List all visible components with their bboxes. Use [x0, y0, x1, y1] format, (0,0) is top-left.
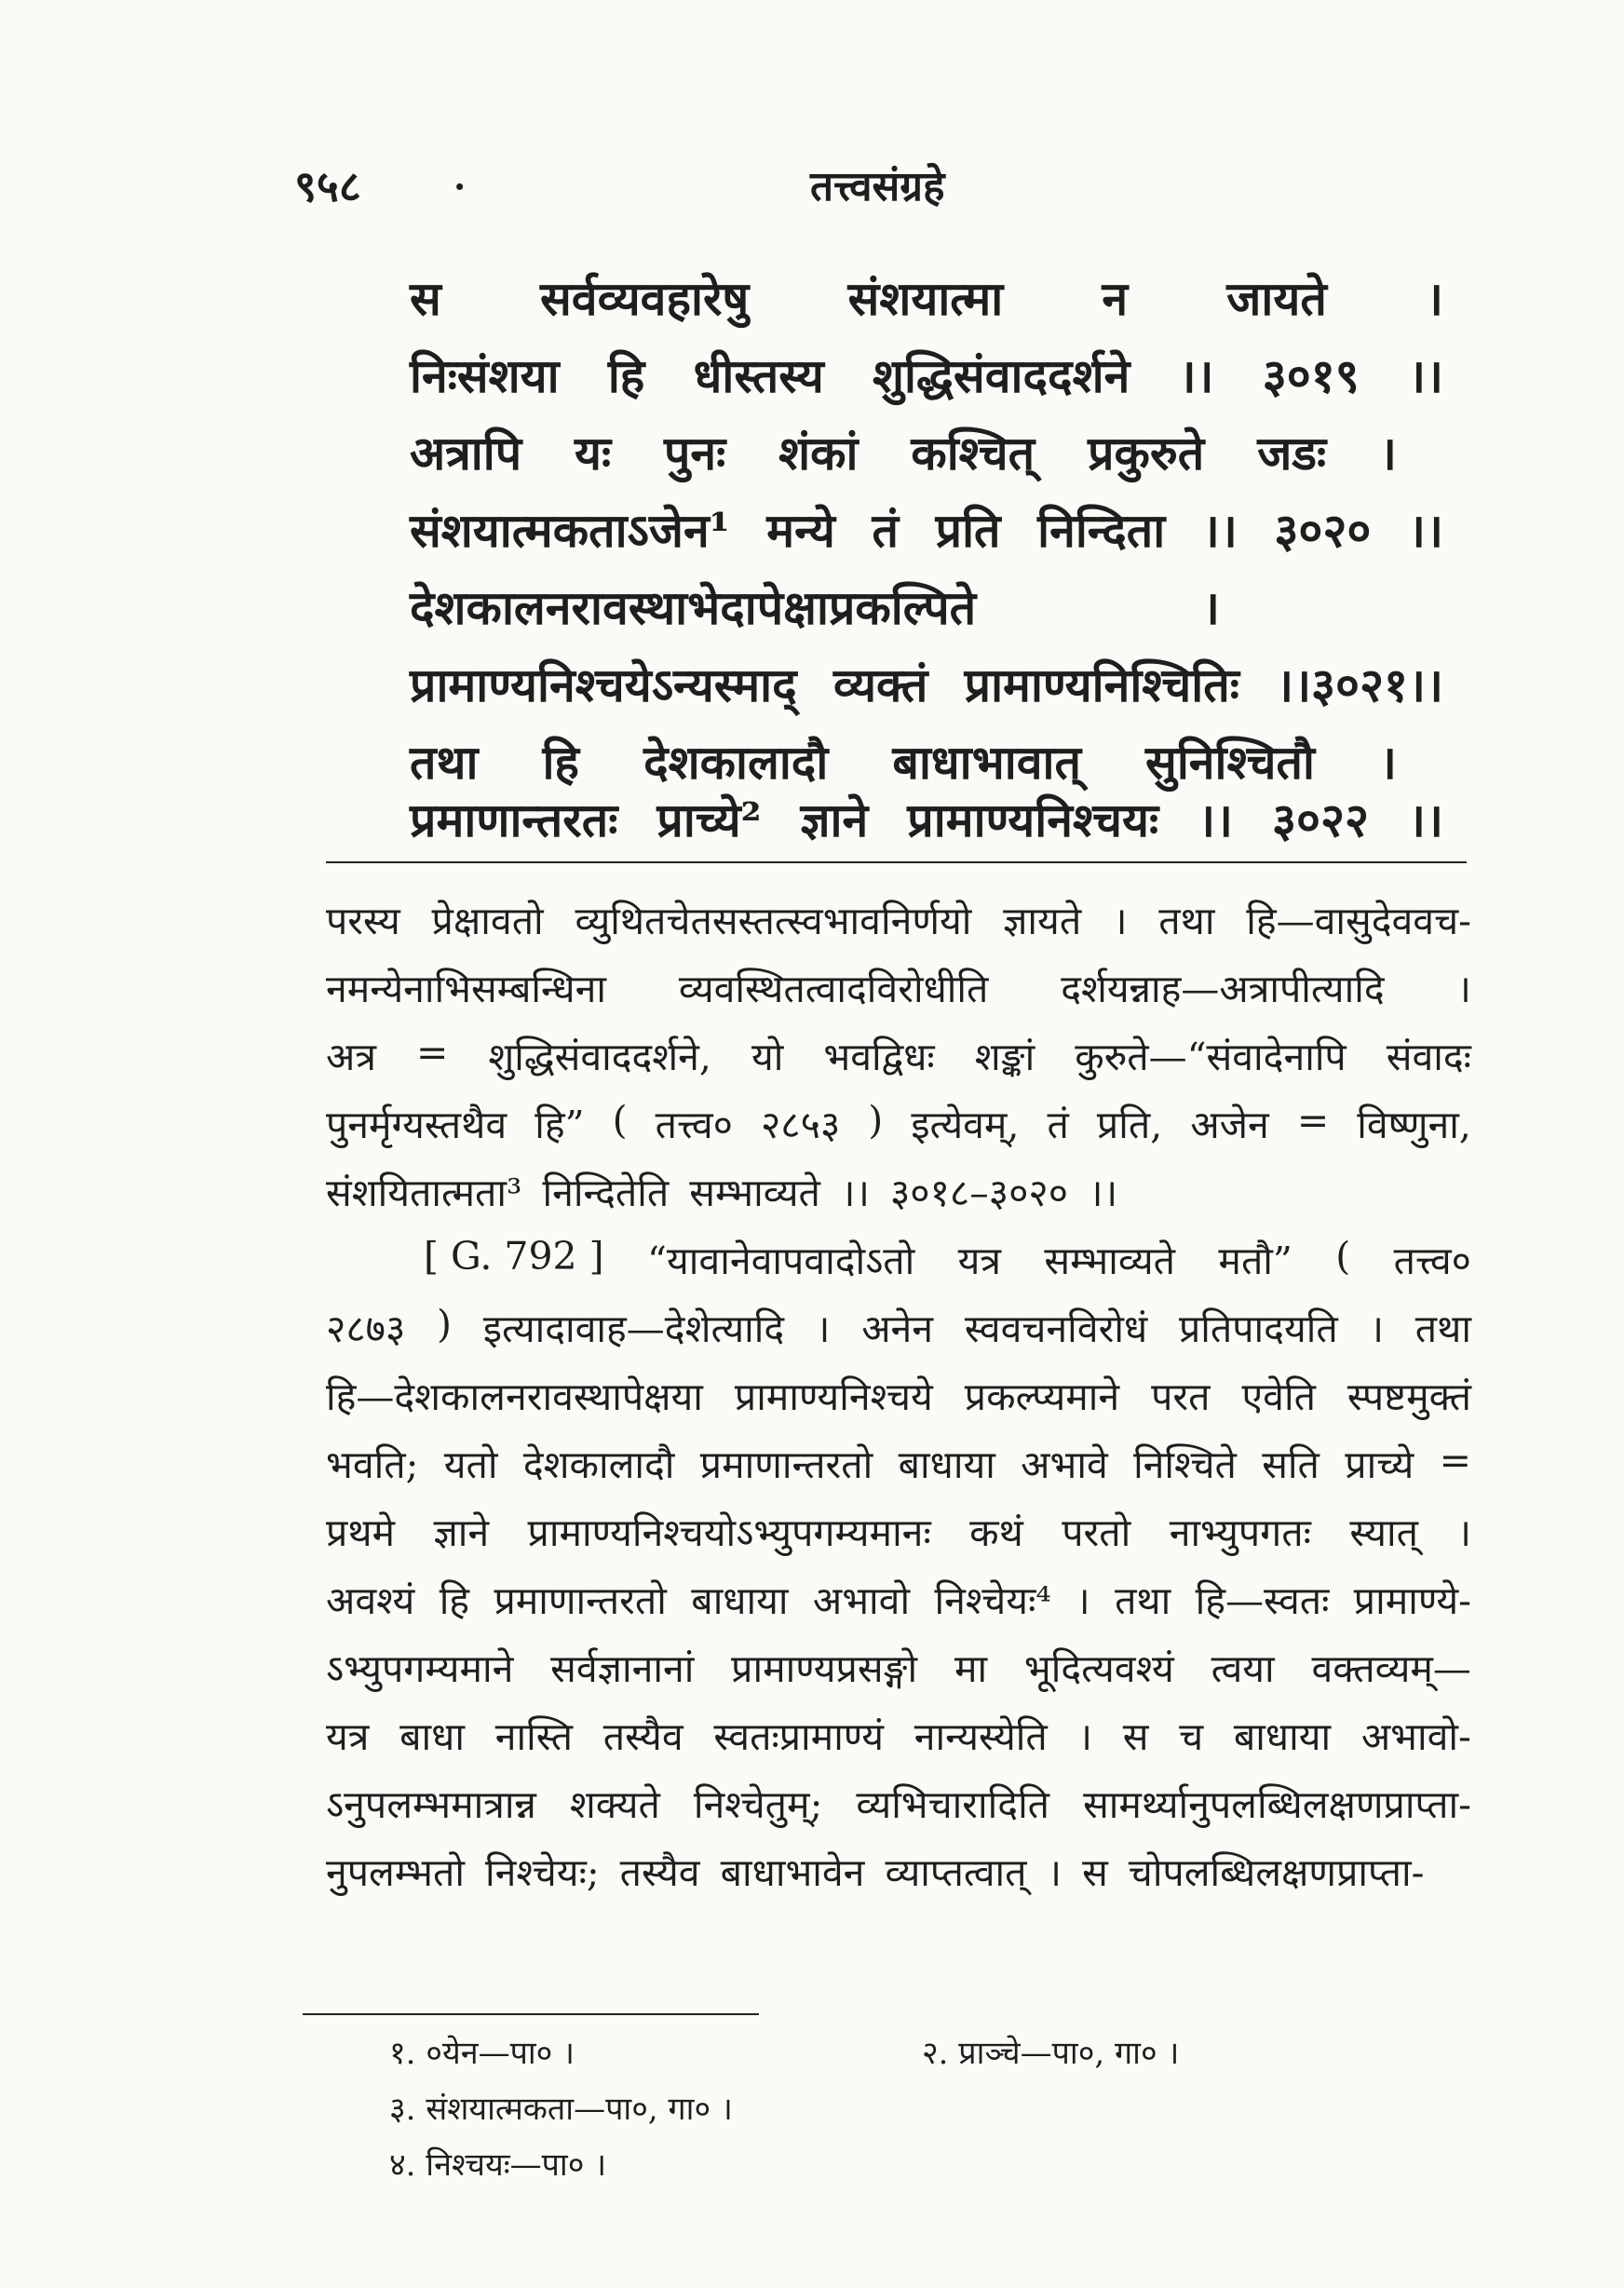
- verse-line: [410, 497, 1443, 561]
- word: स: [1122, 1714, 1149, 1759]
- word: तस्यैव: [602, 1714, 683, 1759]
- word: जडः: [1257, 426, 1327, 481]
- word: निन्दिता: [1037, 503, 1166, 558]
- word: (: [1335, 1234, 1351, 1279]
- word: अनेन: [861, 1306, 934, 1351]
- page-number: ९५८: [294, 161, 361, 211]
- word: ।: [1379, 426, 1397, 481]
- word: [ G. 792 ]: [424, 1234, 604, 1279]
- word: प्रामाण्यनिश्चयः: [907, 792, 1159, 847]
- word: हि: [542, 735, 579, 790]
- word: नास्ति: [494, 1714, 574, 1759]
- word: कश्चित्: [911, 426, 1035, 481]
- word: नमन्येनाभिसम्बन्धिना: [326, 967, 606, 1011]
- word: मतौ”: [1218, 1239, 1292, 1283]
- word: ।: [1047, 1850, 1062, 1895]
- word: देशकालनरावस्थाभेदापेक्षाप्रकल्पिते: [410, 580, 977, 635]
- word: ३०२२: [1272, 792, 1370, 847]
- word: सुनिश्चितौ: [1145, 735, 1315, 790]
- word: ।: [1379, 735, 1397, 790]
- word: ३०१८–३०२०: [889, 1171, 1069, 1215]
- word: ।: [815, 1306, 831, 1351]
- word: हि: [607, 348, 645, 403]
- commentary-line: [326, 1642, 1471, 1694]
- word: ): [868, 1098, 884, 1143]
- word: तस्यैव: [619, 1850, 700, 1895]
- word: अभावो-: [1360, 1714, 1471, 1759]
- word: ।।: [1201, 503, 1238, 558]
- header-separator: ·: [453, 166, 467, 208]
- commentary-line: [326, 962, 1471, 1014]
- verse-line: [410, 787, 1443, 850]
- word: त्वया: [1211, 1646, 1275, 1691]
- word: तथा: [410, 735, 479, 790]
- verse-line: [410, 729, 1397, 792]
- word: हि—स्वतः: [1195, 1578, 1330, 1623]
- commentary-line: [326, 1030, 1471, 1082]
- word: बाधाभावात्: [892, 735, 1081, 790]
- word: हि—वासुदेववच-: [1246, 899, 1471, 943]
- word: पुनर्मृग्यस्तथैव: [326, 1103, 508, 1147]
- verse-line: [410, 265, 1443, 329]
- commentary-line: [326, 1166, 1471, 1218]
- footnote-divider: [303, 2013, 759, 2015]
- word: प्रति: [935, 503, 1001, 558]
- word: निश्चेयः;: [484, 1850, 600, 1895]
- word: प्रामाण्यनिश्चयोऽभ्युपगम्यमानः: [527, 1510, 931, 1555]
- word: शुद्धिसंवाददर्शने: [873, 348, 1130, 403]
- word: यतो: [443, 1442, 498, 1487]
- word: मन्ये: [766, 503, 835, 558]
- word: सति: [1262, 1442, 1320, 1487]
- word: इत्यादावाह—देशेत्यादि: [482, 1306, 785, 1351]
- word: प्रामाण्यनिश्चयेऽन्यस्माद्: [410, 657, 797, 712]
- commentary-line: [326, 1438, 1471, 1490]
- word: स्पष्टमुक्तं: [1347, 1374, 1471, 1419]
- word: तथा: [1158, 899, 1215, 943]
- word: प्रामाण्यनिश्चितिः: [964, 657, 1239, 712]
- word: हि—देशकालनरावस्थापेक्षया: [326, 1374, 703, 1419]
- word: धीस्तस्य: [693, 348, 824, 403]
- word: अजेन: [1190, 1103, 1269, 1147]
- word: स: [410, 271, 441, 326]
- word: देशकालादौ: [643, 735, 829, 790]
- word: च: [1179, 1714, 1204, 1759]
- word: ।: [1456, 1510, 1471, 1555]
- word: विष्णुना,: [1357, 1103, 1471, 1147]
- word: नान्यस्येति: [914, 1714, 1048, 1759]
- word: शुद्धिसंवाददर्शने,: [488, 1035, 711, 1079]
- word: चोपलब्धिलक्षणप्राप्ता-: [1128, 1850, 1425, 1895]
- word: प्रति,: [1096, 1103, 1163, 1147]
- word: एवेति: [1241, 1374, 1316, 1419]
- word: सम्भाव्यते: [689, 1171, 820, 1215]
- word: ): [437, 1302, 453, 1347]
- word: ।: [1202, 580, 1220, 635]
- word: ज्ञाने: [433, 1510, 490, 1555]
- verse-line: [410, 652, 1443, 715]
- commentary-line: [326, 1506, 1471, 1558]
- word: २८५३: [760, 1103, 841, 1147]
- commentary-line: [424, 1234, 1471, 1286]
- word: सम्भाव्यते: [1044, 1239, 1176, 1283]
- word: प्रतिपादयति: [1178, 1306, 1338, 1351]
- word: यः: [574, 426, 612, 481]
- word: प्रथमे: [326, 1510, 396, 1555]
- word: शक्यते: [569, 1782, 660, 1827]
- word: स्ववचनविरोधं: [964, 1306, 1148, 1351]
- word: पुनः: [663, 426, 726, 481]
- word: ऽभ्युपगम्यमाने: [326, 1646, 514, 1691]
- word: इत्येवम्,: [911, 1103, 1020, 1147]
- commentary-line: [326, 1098, 1471, 1150]
- word: ।।: [1408, 503, 1443, 558]
- word: व्युथितचेतसस्तत्स्वभावनिर्णयो: [575, 899, 972, 943]
- word: नाभ्युपगतः: [1169, 1510, 1311, 1555]
- footnote: २. प्राञ्चे—पा०, गा० ।: [922, 2035, 1180, 2072]
- word: व्याप्तत्वात्: [885, 1850, 1027, 1895]
- word: ।: [1112, 899, 1128, 943]
- word: निश्चेयः⁴: [934, 1578, 1051, 1623]
- word: प्रेक्षावतो: [431, 899, 544, 943]
- word: परस्य: [326, 899, 400, 943]
- footnote: ४. निश्चयः—पा० ।: [389, 2146, 607, 2184]
- word: अवश्यं: [326, 1578, 415, 1623]
- word: निश्चेतुम्;: [693, 1782, 823, 1827]
- word: अभावो: [812, 1578, 911, 1623]
- word: प्राच्ये²: [656, 792, 762, 847]
- word: “यावानेवापवादोऽतो: [647, 1239, 915, 1283]
- word: =: [1296, 1098, 1330, 1143]
- word: =: [415, 1030, 449, 1075]
- word: ।।: [1178, 348, 1214, 403]
- word: भवति;: [326, 1442, 419, 1487]
- verse-line: [410, 343, 1443, 406]
- word: परत: [1151, 1374, 1211, 1419]
- word: यत्र: [957, 1239, 1002, 1283]
- commentary-line: [326, 1778, 1471, 1830]
- word: बाधा: [399, 1714, 465, 1759]
- word: अत्रापि: [410, 426, 522, 481]
- word: ।: [1076, 1578, 1090, 1623]
- word: वक्तव्यम्—: [1311, 1646, 1471, 1691]
- word: संशयात्मकताऽजेन¹: [410, 503, 730, 558]
- word: तत्त्व०: [1393, 1239, 1471, 1283]
- word: ।।: [840, 1171, 870, 1215]
- commentary-line: [326, 1574, 1471, 1626]
- commentary-line: [326, 894, 1471, 946]
- word: ।।: [1408, 348, 1443, 403]
- word: न: [1102, 271, 1129, 326]
- word: व्यभिचारादिति: [856, 1782, 1050, 1827]
- verse-line: [410, 420, 1397, 483]
- footnote: १. ०येन—पा० ।: [389, 2035, 575, 2072]
- word: नुपलम्भतो: [326, 1850, 465, 1895]
- word: व्यवस्थितत्वादविरोधीति: [678, 967, 989, 1011]
- word: ।।: [1408, 792, 1443, 847]
- word: हि: [439, 1578, 470, 1623]
- word: ।।३०२१।।: [1276, 657, 1443, 712]
- word: प्रमाणान्तरतः: [410, 792, 618, 847]
- word: बाधाया: [691, 1578, 789, 1623]
- word: निन्दितेति: [542, 1171, 670, 1215]
- word: ऽनुपलम्भमात्रान्न: [326, 1782, 536, 1827]
- word: निश्चिते: [1133, 1442, 1237, 1487]
- word: =: [1439, 1438, 1471, 1482]
- word: बाधाया: [898, 1442, 995, 1487]
- running-title: तत्त्वसंग्रहे: [810, 163, 945, 210]
- word: ज्ञाने: [800, 792, 869, 847]
- word: २८७३: [326, 1306, 406, 1351]
- word: (: [612, 1098, 628, 1143]
- verse-divider: [326, 861, 1467, 863]
- word: परतो: [1062, 1510, 1131, 1555]
- word: सामर्थ्यानुपलब्धिलक्षणप्राप्ता-: [1083, 1782, 1471, 1827]
- word: प्रामाण्यप्रसङ्गो: [731, 1646, 918, 1691]
- word: भवद्विधः: [823, 1035, 935, 1079]
- word: प्रकल्प्यमाने: [964, 1374, 1120, 1419]
- word: स्यात्: [1349, 1510, 1419, 1555]
- commentary-line: [326, 1710, 1471, 1762]
- word: हि”: [535, 1103, 585, 1147]
- word: सर्वज्ञानानां: [550, 1646, 695, 1691]
- word: प्रकुरुते: [1088, 426, 1205, 481]
- word: कुरुते—“संवादेनापि: [1075, 1035, 1347, 1079]
- word: निःसंशया: [410, 348, 560, 403]
- word: प्रमाणान्तरतो: [494, 1578, 667, 1623]
- commentary-line: [326, 1846, 1471, 1898]
- word: तथा: [1414, 1306, 1471, 1351]
- word: मा: [954, 1646, 988, 1691]
- word: बाधाभावेन: [720, 1850, 865, 1895]
- word: तं: [1047, 1103, 1069, 1147]
- word: तथा: [1115, 1578, 1171, 1623]
- word: यत्र: [326, 1714, 370, 1759]
- word: ।: [1369, 1306, 1385, 1351]
- footnote: ३. संशयात्मकता—पा०, गा० ।: [389, 2091, 733, 2128]
- word: सर्वव्यवहारेषु: [539, 271, 750, 326]
- word: अत्र: [326, 1035, 376, 1079]
- commentary-line: [326, 1302, 1471, 1354]
- word: संशयात्मा: [847, 271, 1004, 326]
- word: दर्शयन्नाह—अत्रापीत्यादि: [1061, 967, 1385, 1011]
- word: प्रमाणान्तरतो: [699, 1442, 873, 1487]
- word: शंकां: [778, 426, 859, 481]
- word: स: [1082, 1850, 1108, 1895]
- word: प्राच्ये: [1345, 1442, 1414, 1487]
- word: ज्ञायते: [1003, 899, 1082, 943]
- word: शङ्कां: [974, 1035, 1035, 1079]
- word: अभावे: [1021, 1442, 1108, 1487]
- commentary-line: [326, 1370, 1471, 1422]
- word: ।: [1456, 967, 1471, 1011]
- word: ।: [1077, 1714, 1092, 1759]
- word: यो: [751, 1035, 784, 1079]
- verse-line: [410, 575, 1220, 638]
- word: ३०२०: [1274, 503, 1372, 558]
- word: तं: [872, 503, 900, 558]
- word: संशयितात्मता³: [326, 1171, 522, 1215]
- word: भूदित्यवश्यं: [1023, 1646, 1174, 1691]
- word: स्वतःप्रामाण्यं: [713, 1714, 885, 1759]
- word: व्यक्तं: [832, 657, 928, 712]
- word: ।।: [1089, 1171, 1118, 1215]
- word: प्रामाण्ये-: [1353, 1578, 1471, 1623]
- word: प्रामाण्यनिश्चये: [734, 1374, 933, 1419]
- word: जायते: [1226, 271, 1327, 326]
- word: ३०१९: [1262, 348, 1360, 403]
- word: संवादः: [1386, 1035, 1471, 1079]
- word: बाधाया: [1233, 1714, 1332, 1759]
- word: देशकालादौ: [522, 1442, 675, 1487]
- word: कथं: [969, 1510, 1023, 1555]
- word: ।।: [1198, 792, 1233, 847]
- word: ।: [1426, 271, 1443, 326]
- word: तत्त्व०: [655, 1103, 733, 1147]
